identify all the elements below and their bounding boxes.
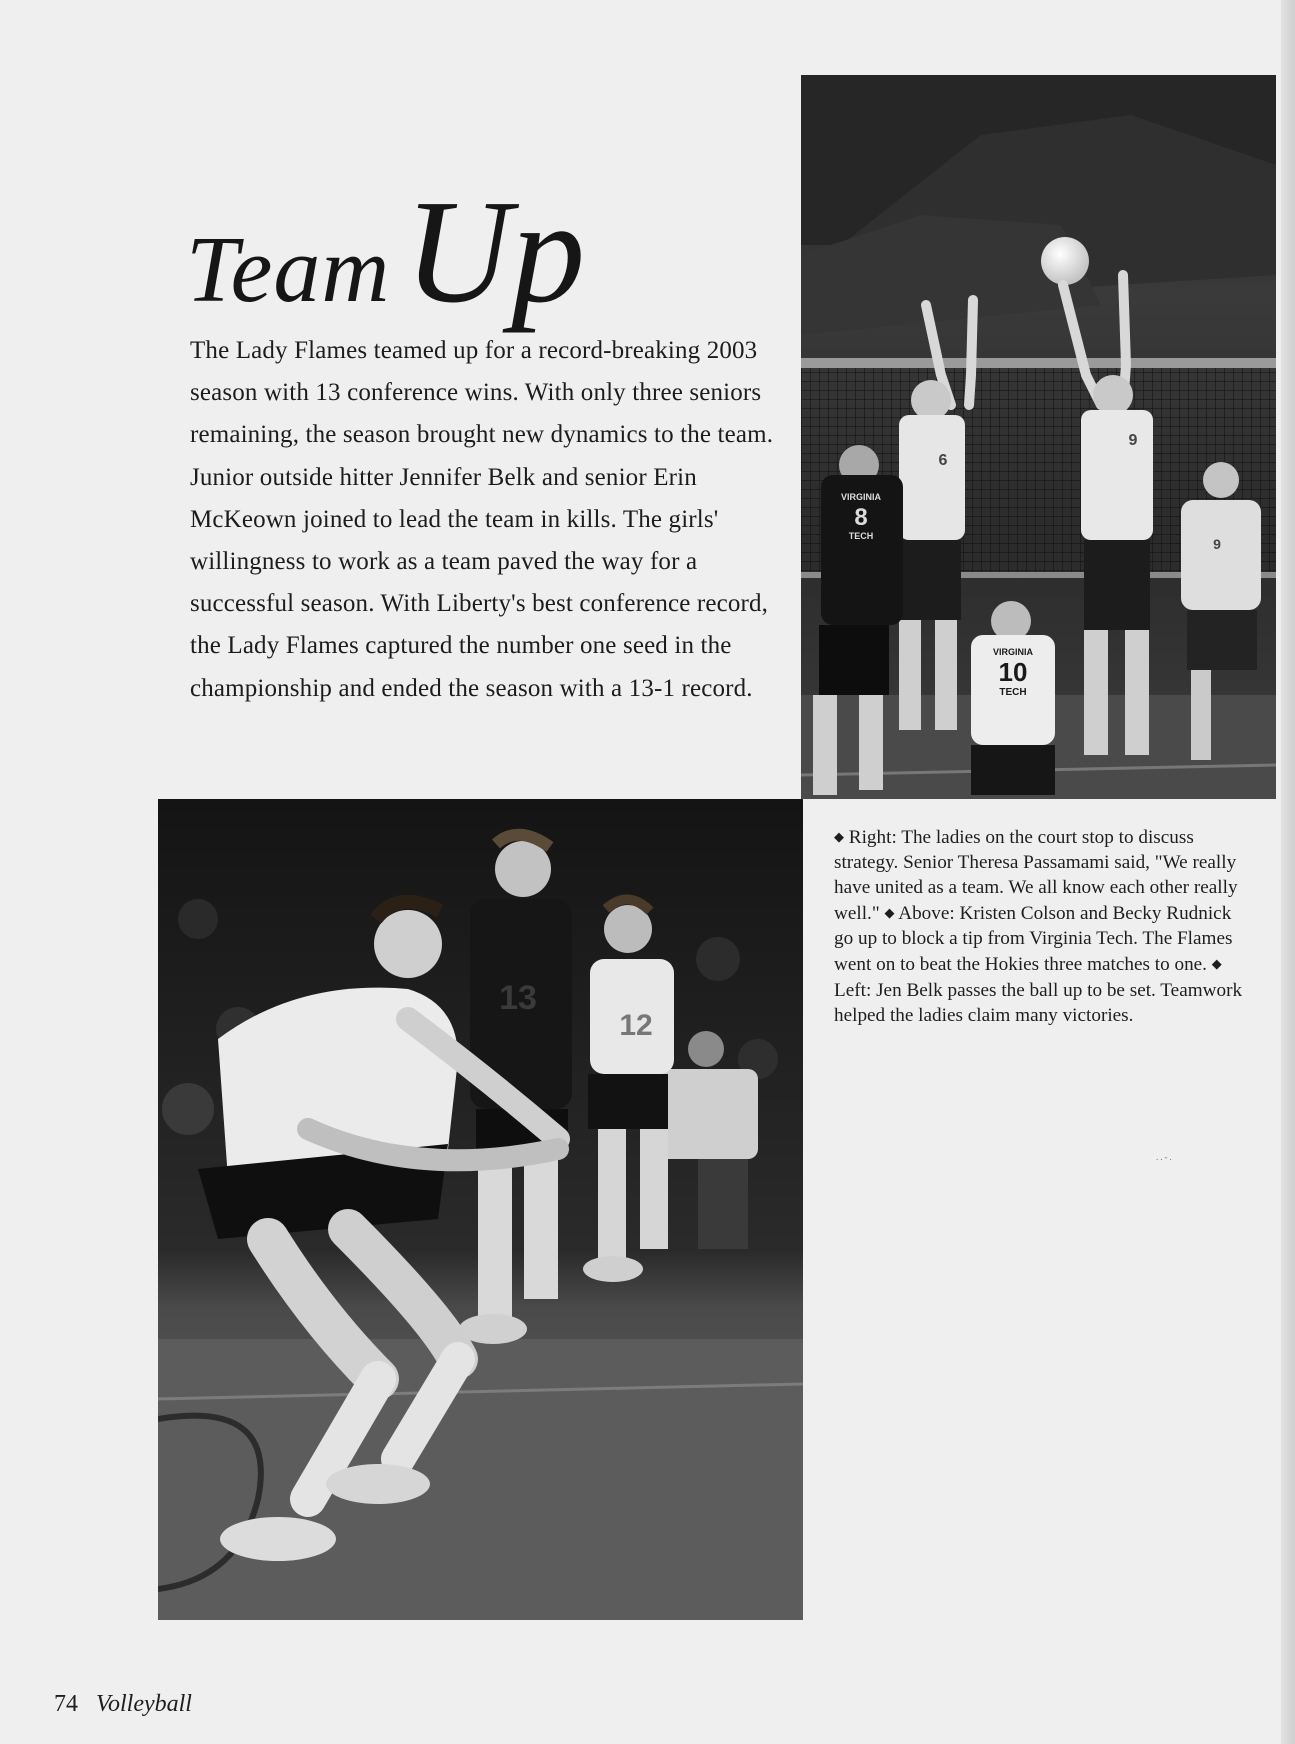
title-word-team: Team bbox=[186, 218, 391, 322]
jersey-opponent-back-school: VIRGINIA bbox=[992, 647, 1034, 657]
photo-players-ready-stance-image bbox=[158, 799, 803, 1620]
jersey-blocker-right-number: 9 bbox=[1128, 432, 1138, 449]
jersey-opponent-front-number: 8 bbox=[854, 504, 868, 531]
jersey-opponent-back-team: TECH bbox=[999, 687, 1027, 698]
page-edge-shadow bbox=[1281, 0, 1295, 1744]
jersey-right-number: 12 bbox=[619, 1009, 653, 1042]
jersey-opponent-front-team: TECH bbox=[848, 531, 874, 541]
title-word-up: Up bbox=[404, 170, 586, 334]
section-name: Volleyball bbox=[96, 1691, 192, 1717]
jersey-blocker-left-number: 6 bbox=[938, 452, 948, 469]
jersey-opponent-back-number: 10 bbox=[998, 657, 1028, 687]
stray-print-mark: ..-. bbox=[1156, 1152, 1174, 1162]
jersey-middle-number: 13 bbox=[499, 979, 537, 1017]
photo-block-at-net-image bbox=[801, 75, 1276, 799]
caption-bullet-1: ◆ bbox=[834, 829, 844, 844]
article-body: The Lady Flames teamed up for a record-breaking 2003 season with 13 conference wins. With only three seniors remaining, the season brought new dynamics to the team. Junior outside hitter Jennifer Belk and senior Erin McKeown joined to lead the team in kills. The girls' willingness to work as a team paved the way for a successful season. With Liberty's best conference record, the Lady Flames captured the number one seed in the championship and ended the season with a 13-1 record. bbox=[190, 337, 774, 702]
jersey-opponent-front-school: VIRGINIA bbox=[840, 492, 882, 502]
caption-right: Right: The ladies on the court stop to discuss strategy. Senior Theresa Passamami said, "We really have united as a team. We all know each other really well." bbox=[834, 827, 1238, 925]
caption-left: Left: Jen Belk passes the ball up to be set. Teamwork helped the ladies claim many victories. bbox=[834, 979, 1243, 1026]
page-number: 74 bbox=[54, 1691, 78, 1717]
photo-captions bbox=[834, 824, 1254, 1028]
caption-bullet-3: ◆ bbox=[1211, 956, 1222, 972]
caption-above: Above: Kristen Colson and Becky Rudnick go up to block a tip from Virginia Tech. The Flames went on to beat the Hokies three matches to one. bbox=[834, 903, 1233, 976]
caption-bullet-2: ◆ bbox=[884, 905, 895, 921]
photo-players-ready-stance bbox=[158, 799, 803, 1620]
photo-block-at-net bbox=[801, 75, 1276, 799]
page-title bbox=[186, 170, 586, 334]
page-footer bbox=[54, 1691, 192, 1718]
jersey-far-right-number: 9 bbox=[1213, 536, 1221, 552]
